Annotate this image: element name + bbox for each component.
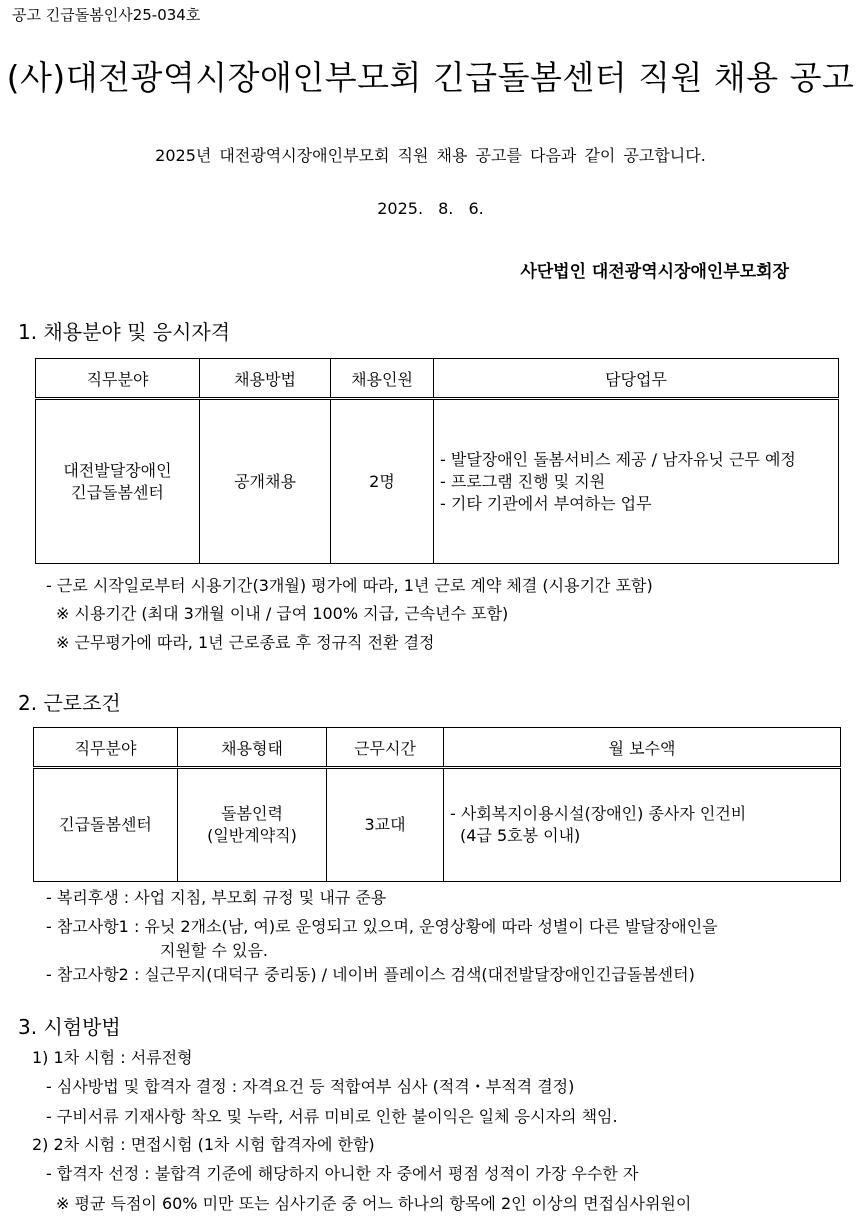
header-cell: 월 보수액 (444, 728, 841, 768)
pay-cell (444, 768, 841, 882)
section3-heading: 3. 시험방법 (18, 1015, 121, 1039)
duty-item: - 프로그램 진행 및 지원 (440, 471, 606, 491)
table-header-row (34, 728, 841, 768)
note-line: ※ 시용기간 (최대 3개월 이내 / 급여 100% 지급, 근속년수 포함) (56, 604, 509, 623)
note-line: - 참고사항2 : 실근무지(대덕구 중리동) / 네이버 플레이스 검색(대전발달장애인긴급돌봄센터) (46, 965, 695, 984)
field-cell: 긴급돌봄센터 (34, 768, 178, 882)
exam-line: 1) 1차 시험 : 서류전형 (32, 1048, 193, 1067)
count-cell: 2명 (331, 399, 434, 564)
table-header-row (36, 359, 839, 399)
type-line: (일반계약직) (207, 826, 297, 845)
note-line: ※ 근무평가에 따라, 1년 근로종료 후 정규직 전환 결정 (56, 633, 435, 652)
header-cell: 담당업무 (434, 359, 839, 399)
field-cell (36, 399, 200, 564)
pay-line: - 사회복지이용시설(장애인) 종사자 인건비 (450, 804, 747, 823)
page-title: (사)대전광역시장애인부모회 긴급돌봄센터 직원 채용 공고 (6, 58, 855, 97)
type-line: 돌봄인력 (221, 804, 283, 823)
document-number: 공고 긴급돌봄인사25-034호 (12, 6, 201, 24)
exam-line: - 합격자 선정 : 불합격 기준에 해당하지 아니한 자 중에서 평점 성적이 가장 우수한 자 (46, 1164, 639, 1183)
conditions-table (33, 727, 841, 882)
hours-cell: 3교대 (327, 768, 444, 882)
exam-line: ※ 평균 득점이 60% 미만 또는 심사기준 중 어느 하나의 항목에 2인 이상의 면접심사위원이 (56, 1194, 692, 1213)
method-cell: 공개채용 (200, 399, 331, 564)
field-line: 긴급돌봄센터 (71, 482, 164, 502)
field-line: 대전발달장애인 (63, 460, 172, 480)
exam-line: - 구비서류 기재사항 착오 및 누락, 서류 미비로 인한 불이익은 일체 응시자의 책임. (46, 1107, 618, 1126)
header-cell: 직무분야 (36, 359, 200, 399)
exam-line: 2) 2차 시험 : 면접시험 (1차 시험 합격자에 한함) (32, 1135, 375, 1154)
duty-item: - 발달장애인 돌봄서비스 제공 / 남자유닛 근무 예정 (440, 449, 796, 469)
header-cell: 직무분야 (34, 728, 178, 768)
header-cell: 채용방법 (200, 359, 331, 399)
announcement-date: 2025. 8. 6. (377, 199, 484, 218)
header-cell: 채용인원 (331, 359, 434, 399)
header-cell: 근무시간 (327, 728, 444, 768)
note-line: - 근로 시작일로부터 시용기간(3개월) 평가에 따라, 1년 근로 계약 체결 (시용기간 포함) (46, 576, 653, 595)
table-row (34, 768, 841, 882)
note-line: - 복리후생 : 사업 지침, 부모회 규정 및 내규 준용 (46, 888, 387, 907)
section1-heading: 1. 채용분야 및 응시자격 (18, 320, 231, 344)
recruitment-table (35, 358, 839, 564)
intro-text: 2025년 대전광역시장애인부모회 직원 채용 공고를 다음과 같이 공고합니다. (155, 146, 706, 165)
type-cell (178, 768, 327, 882)
organization-name: 사단법인 대전광역시장애인부모회장 (520, 262, 789, 282)
table-row (36, 399, 839, 564)
header-cell: 채용형태 (178, 728, 327, 768)
note-line: - 참고사항1 : 유닛 2개소(남, 여)로 운영되고 있으며, 운영상황에 따라 성별이 다른 발달장애인을 (46, 917, 718, 936)
note-line: 지원할 수 있음. (160, 941, 268, 960)
pay-line: (4급 5호봉 이내) (460, 826, 581, 845)
exam-line: - 심사방법 및 합격자 결정 : 자격요건 등 적합여부 심사 (적격・부적격 결정) (46, 1077, 575, 1096)
duty-item: - 기타 기관에서 부여하는 업무 (440, 493, 652, 513)
duties-cell (434, 399, 839, 564)
section2-heading: 2. 근로조건 (18, 691, 121, 715)
